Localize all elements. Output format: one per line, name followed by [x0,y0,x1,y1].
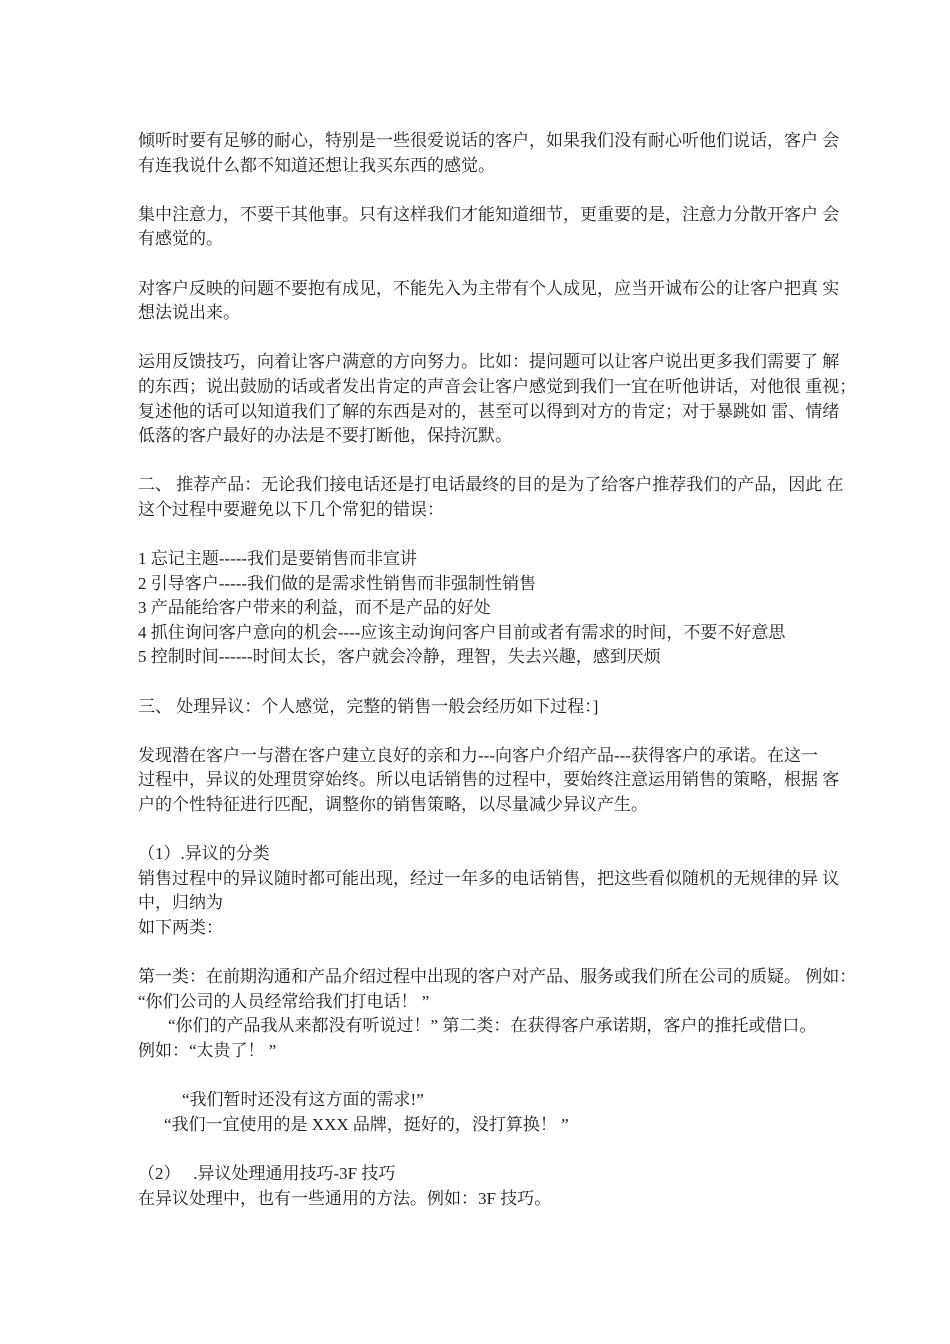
para-listening-patience [138,129,840,178]
text-line: “我们暂时还没有这方面的需求!” [182,1090,424,1110]
text-line: 对客户反映的问题不要抱有成见，不能先入为主带有个人成见，应当开诚布公的让客户把真 实 [138,278,840,298]
text-line: 1 忘记主题-----我们是要销售而非宣讲 [138,549,418,569]
text-line: 第一类：在前期沟通和产品介绍过程中出现的客户对产品、服务或我们所在公司的质疑。 例如： [138,967,857,987]
text-line: “我们一宜使用的是 XXX 品牌，挺好的，没打算换！ ” [164,1114,569,1134]
text-line: 户的个性特征进行匹配，调整你的销售策略，以尽量减少异议产生。 [138,795,648,815]
text-line: 低落的客户最好的办法是不要打断他，保持沉默。 [138,426,512,446]
text-line: 运用反馈技巧，向着让客户满意的方向努力。比如：提问题可以让客户说出更多我们需要了 解 [138,352,840,372]
text-line: 想法说出来。 [138,303,240,323]
text-line: “你们的产品我从来都没有听说过！” 第二类：在获得客户承诺期，客户的推托或借口。 [168,1016,817,1036]
text-line: 集中注意力，不要干其他事。只有这样我们才能知道细节，更重要的是，注意力分散开客户 会 [138,204,840,224]
text-line: 二、 推荐产品：无论我们接电话还是打电话最终的目的是为了给客户推荐我们的产品，因此 在 [138,475,844,495]
text-line: （1）.异议的分类 [138,844,270,864]
text-line: 发现潜在客户一与潜在客户建立良好的亲和力---向客户介绍产品---获得客户的承诺。在这一 [138,745,818,765]
para-recommend-products [138,473,844,522]
heading-handle-objections [138,695,828,720]
text-line: 销售过程中的异议随时都可能出现，经过一年多的电话销售，把这些看似随机的无规律的异 议 [138,868,840,888]
text-line: 2 引导客户-----我们做的是需求性销售而非强制性销售 [138,573,537,593]
text-line: 有感觉的。 [138,229,223,249]
text-line: 倾听时要有足够的耐心，特别是一些很爱说话的客户，如果我们没有耐心听他们说话，客户 会 [138,131,840,150]
text-line: 的东西；说出鼓励的话或者发出肯定的声音会让客户感觉到我们一宜在听他讲话，对他很 重视； [138,376,857,396]
text-line: 过程中，异议的处理贯穿始终。所以电话销售的过程中，要始终注意运用销售的策略，根据 客 [138,770,840,790]
list-common-mistakes [138,547,828,670]
para-sales-process [138,744,840,818]
para-first-type-objections [138,965,857,1063]
para-3f-technique [138,1162,828,1211]
text-line: 4 抓住询问客户意向的机会----应该主动询问客户目前或者有需求的时间，不要不好意思 [138,622,786,642]
para-no-prejudice [138,277,840,326]
text-line: 中，归纳为 [138,893,223,913]
text-line: 在异议处理中，也有一些通用的方法。例如：3F 技巧。 [138,1188,552,1208]
para-concentration [138,203,840,252]
para-excuse-quotes [138,1088,828,1137]
para-objection-classification [138,842,840,940]
text-line: 这个过程中要避免以下几个常犯的错误： [138,499,444,519]
text-line: 例如：“太贵了！ ” [138,1040,277,1060]
text-line: 如下两类： [138,918,223,937]
text-line: 三、 处理异议：个人感觉，完整的销售一般会经历如下过程：] [138,696,599,716]
text-line: 5 控制时间------时间太长，客户就会冷静，理智，失去兴趣，感到厌烦 [138,647,661,667]
text-line: （2） .异议处理通用技巧-3F 技巧 [138,1163,396,1183]
para-feedback-skills [138,350,857,448]
text-line: “你们公司的人员经常给我们打电话！ ” [138,991,430,1011]
text-line: 复述他的话可以知道我们了解的东西是对的，甚至可以得到对方的肯定；对于暴跳如 雷、情绪 [138,401,840,421]
text-line: 3 产品能给客户带来的利益，而不是产品的好处 [138,598,491,618]
text-line: 有连我说什么都不知道还想让我买东西的感觉。 [138,155,495,175]
